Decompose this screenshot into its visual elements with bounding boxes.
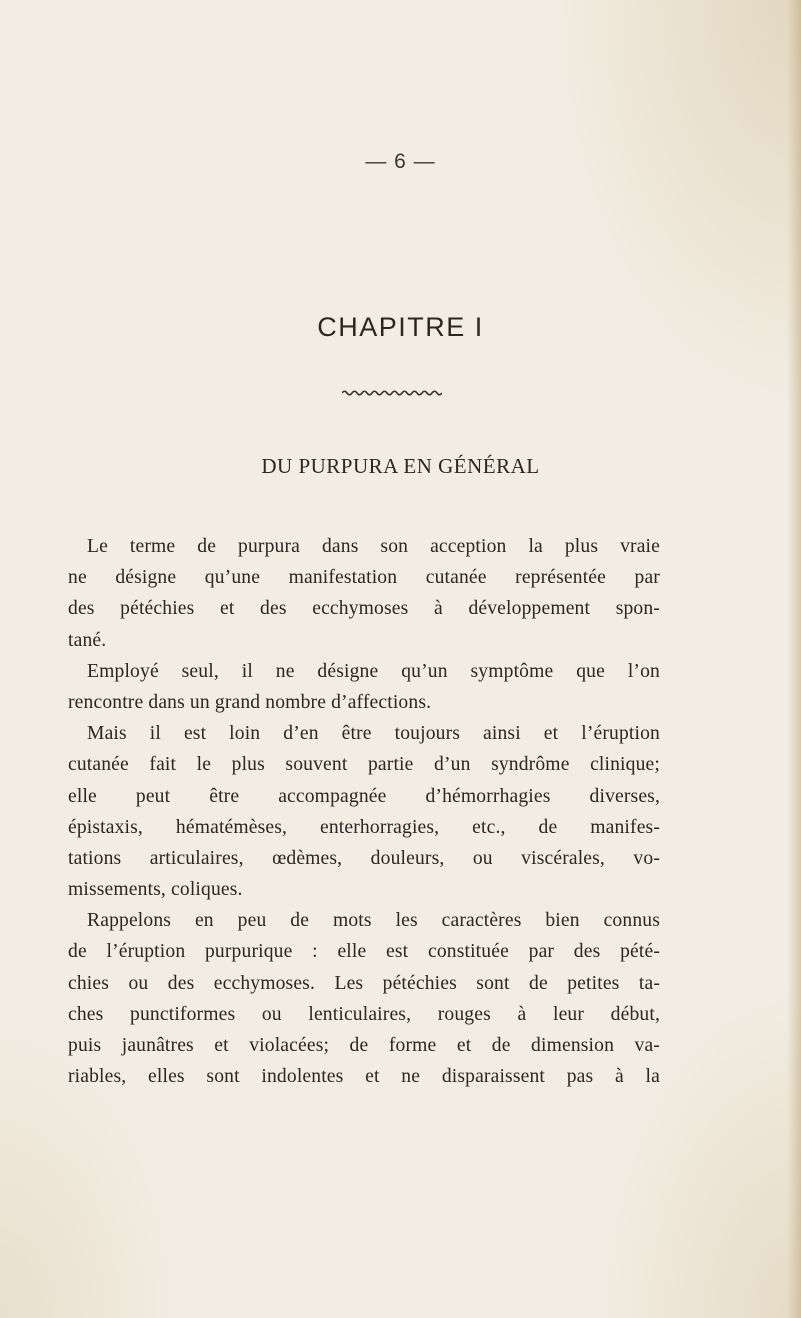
- text-line: rencontre dans un grand nombre d’affections.: [68, 691, 432, 713]
- body-text: [68, 531, 660, 1092]
- wavy-rule-ornament: [342, 389, 442, 397]
- text-line: Employé seul, il ne désigne qu’un symptôme que l’on: [87, 660, 660, 682]
- text-line: ches punctiformes ou lenticulaires, rouges à leur début,: [68, 1003, 660, 1025]
- chapter-heading: CHAPITRE I: [317, 312, 484, 342]
- text-line: cutanée fait le plus souvent partie d’un syndrôme clinique;: [68, 754, 660, 776]
- text-line: Mais il est loin d’en être toujours ainsi et l’éruption: [87, 723, 660, 745]
- text-line: Rappelons en peu de mots les caractères bien connus: [87, 910, 660, 932]
- page-edge-shadow: [787, 0, 801, 1318]
- text-line: chies ou des ecchymoses. Les pétéchies sont de petites ta-: [68, 972, 660, 994]
- text-line: de l’éruption purpurique : elle est constituée par des pété-: [68, 941, 660, 963]
- page-number: — 6 —: [365, 150, 436, 173]
- text-line: ne désigne qu’une manifestation cutanée représentée par: [68, 567, 660, 589]
- text-line: riables, elles sont indolentes et ne disparaissent pas à la: [68, 1066, 660, 1088]
- text-line: tations articulaires, œdèmes, douleurs, ou viscérales, vo-: [68, 847, 660, 869]
- text-line: épistaxis, hématémèses, enterhorragies, etc., de manifes-: [68, 816, 660, 838]
- section-title: DU PURPURA EN GÉNÉRAL: [261, 454, 540, 478]
- text-line: puis jaunâtres et violacées; de forme et de dimension va-: [68, 1035, 660, 1056]
- text-line: elle peut être accompagnée d’hémorrhagies diverses,: [68, 785, 660, 807]
- text-line: tané.: [68, 629, 107, 651]
- text-line: missements, coliques.: [68, 879, 243, 901]
- text-line: des pétéchies et des ecchymoses à développement spon-: [68, 598, 660, 620]
- text-line: Le terme de purpura dans son acception la plus vraie: [87, 536, 660, 557]
